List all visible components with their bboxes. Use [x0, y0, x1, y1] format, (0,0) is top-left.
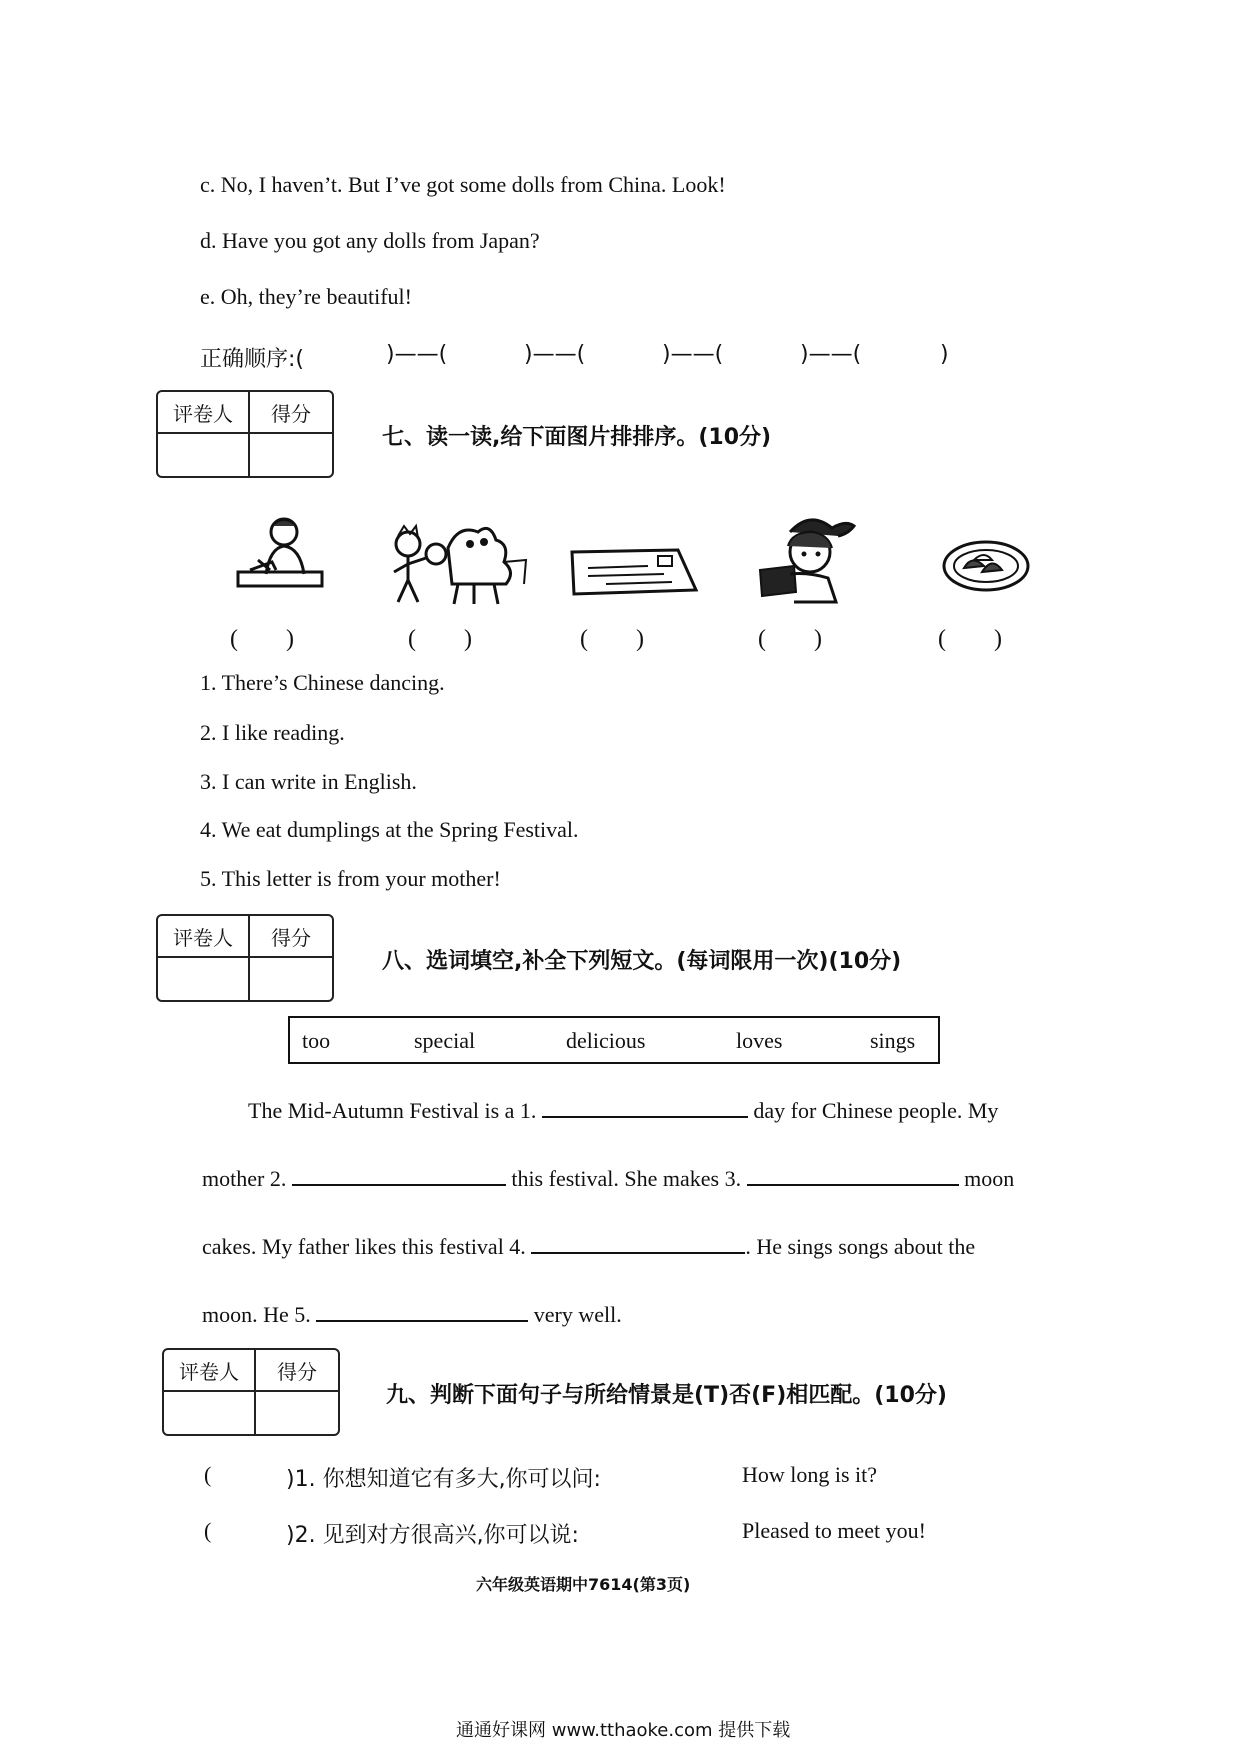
passage-text: . He sings songs about the	[745, 1234, 976, 1259]
reviewer-header: 评卷人	[164, 1350, 256, 1392]
blank-3[interactable]	[747, 1162, 959, 1186]
section-7-item-3: 3. I can write in English.	[200, 769, 417, 794]
score-box-7	[156, 390, 334, 478]
reviewer-cell	[158, 958, 250, 1000]
blank-1[interactable]	[542, 1094, 748, 1118]
section-9-title: 九、判断下面句子与所给情景是(T)否(F)相匹配。(10分)	[386, 1383, 947, 1408]
picture-answer-1[interactable]: ( )	[230, 626, 294, 652]
section-7-item-1: 1. There’s Chinese dancing.	[200, 670, 445, 695]
section-7-item-4: 4. We eat dumplings at the Spring Festival.	[200, 817, 579, 842]
letter-envelope-icon	[566, 546, 700, 598]
judge-answer-1: How long is it?	[742, 1462, 878, 1487]
picture-answer-4[interactable]: ( )	[758, 626, 822, 652]
section-7-item-2: 2. I like reading.	[200, 720, 345, 745]
passage-text: cakes. My father likes this festival 4.	[202, 1234, 526, 1259]
score-cell	[256, 1392, 338, 1434]
judge-item-2: )2. 见到对方很高兴,你可以说:	[286, 1523, 579, 1548]
section-7-title: 七、读一读,给下面图片排排序。(10分)	[382, 425, 772, 450]
option-c: c. No, I haven’t. But I’ve got some dolls from China. Look!	[200, 172, 726, 197]
writing-person-icon	[232, 514, 324, 594]
reviewer-cell	[164, 1392, 256, 1434]
passage-text: very well.	[533, 1302, 622, 1327]
passage-line-4	[202, 1298, 622, 1328]
section-8-title: 八、选词填空,补全下列短文。(每词限用一次)(10分)	[382, 949, 902, 974]
passage-text: mother 2.	[202, 1166, 287, 1191]
order-sep-4: )——(	[800, 342, 862, 367]
word-sings: sings	[870, 1028, 916, 1053]
word-too: too	[302, 1028, 331, 1053]
blank-2[interactable]	[292, 1162, 506, 1186]
passage-line-1	[248, 1094, 998, 1124]
girl-reading-icon	[750, 512, 870, 604]
score-cell	[250, 958, 332, 1000]
score-box-8	[156, 914, 334, 1002]
order-end: )	[940, 342, 949, 367]
option-d: d. Have you got any dolls from Japan?	[200, 228, 540, 253]
score-header: 得分	[250, 916, 332, 958]
passage-line-2	[202, 1162, 1014, 1192]
judge-item-1: )1. 你想知道它有多大,你可以问:	[286, 1467, 601, 1492]
picture-answer-5[interactable]: ( )	[938, 626, 1002, 652]
score-header: 得分	[250, 392, 332, 434]
score-header: 得分	[256, 1350, 338, 1392]
order-sep-2: )——(	[524, 342, 586, 367]
site-note: 通通好课网 www.tthaoke.com 提供下载	[456, 1720, 791, 1741]
passage-line-3	[202, 1230, 975, 1260]
word-delicious: delicious	[566, 1028, 646, 1053]
judge-paren-2[interactable]: (	[204, 1518, 212, 1543]
word-special: special	[414, 1028, 476, 1053]
blank-5[interactable]	[316, 1298, 528, 1322]
passage-text: moon. He 5.	[202, 1302, 311, 1327]
reviewer-cell	[158, 434, 250, 476]
option-e: e. Oh, they’re beautiful!	[200, 284, 412, 309]
passage-text: moon	[964, 1166, 1015, 1191]
page-footer: 六年级英语期中7614(第3页)	[476, 1575, 691, 1594]
judge-paren-1[interactable]: (	[204, 1462, 212, 1487]
passage-text: this festival. She makes 3.	[511, 1166, 742, 1191]
dumplings-plate-icon	[940, 536, 1032, 594]
order-label: 正确顺序:(	[200, 347, 304, 372]
reviewer-header: 评卷人	[158, 392, 250, 434]
blank-4[interactable]	[531, 1230, 745, 1254]
order-sep-1: )——(	[386, 342, 448, 367]
score-cell	[250, 434, 332, 476]
picture-answer-3[interactable]: ( )	[580, 626, 644, 652]
passage-text: day for Chinese people. My	[753, 1098, 999, 1123]
dragon-dance-icon	[378, 518, 528, 608]
picture-answer-2[interactable]: ( )	[408, 626, 472, 652]
passage-text: The Mid-Autumn Festival is a 1.	[248, 1098, 537, 1123]
word-bank	[288, 1016, 940, 1064]
section-7-item-5: 5. This letter is from your mother!	[200, 866, 501, 891]
score-box-9	[162, 1348, 340, 1436]
judge-answer-2: Pleased to meet you!	[742, 1518, 926, 1543]
word-loves: loves	[736, 1028, 783, 1053]
reviewer-header: 评卷人	[158, 916, 250, 958]
order-sep-3: )——(	[662, 342, 724, 367]
